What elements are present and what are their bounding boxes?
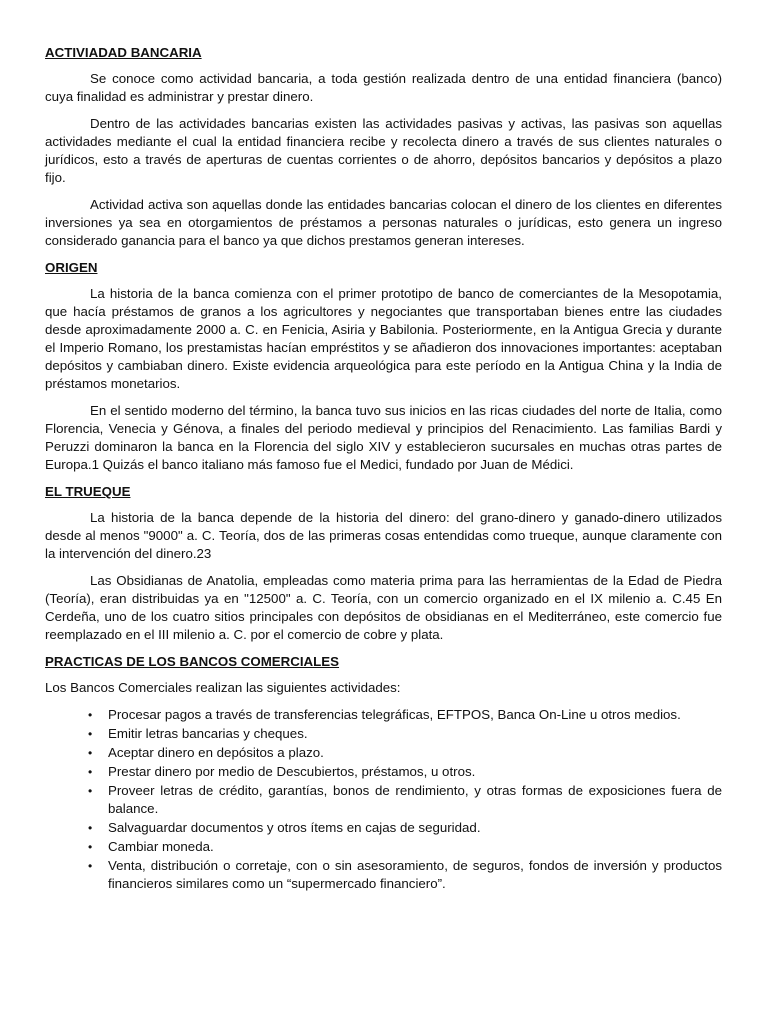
section-heading: ORIGEN [45, 260, 98, 275]
section-origen [45, 259, 722, 474]
paragraph: La historia de la banca depende de la historia del dinero: del grano-dinero y ganado-dinero utilizados desde al menos "9000" a. C. Teoría, dos de las primeras cosas entendidas como trueque, aunque claramente con la intervención del dinero.23 [45, 510, 722, 561]
paragraph: En el sentido moderno del término, la banca tuvo sus inicios en las ricas ciudades del norte de Italia, como Florencia, Venecia y Génova, a finales del periodo medieval y principios del Renacimiento. Las familias Bardi y Peruzzi dominaron la banca en la Florencia del siglo XIV y establecieron sucursales en muchas otras partes de Europa.1 Quizás el banco italiano más famoso fue el Medici, fundado por Juan de Médici. [45, 403, 722, 472]
list-item-text: Cambiar moneda. [108, 839, 214, 854]
section-practicas [45, 653, 722, 893]
section-heading: EL TRUEQUE [45, 484, 131, 499]
paragraph: Actividad activa son aquellas donde las entidades bancarias colocan el dinero de los clientes en diferentes inversiones ya sea en otorgamientos de préstamos a personas naturales o jurídicas, esto genera un ingreso considerado ganancia para el banco ya que dichos prestamos generan intereses. [45, 197, 722, 248]
list-item-text: Salvaguardar documentos y otros ítems en cajas de seguridad. [108, 820, 481, 835]
bullet-icon [88, 763, 98, 781]
bullet-icon [88, 838, 98, 856]
list-item-text: Prestar dinero por medio de Descubiertos, préstamos, u otros. [108, 764, 476, 779]
list-item-text: Proveer letras de crédito, garantías, bonos de rendimiento, y otras formas de exposiciones fuera de balance. [108, 783, 722, 816]
list-item [88, 725, 722, 743]
bullet-icon [88, 725, 98, 743]
list-item [88, 706, 722, 724]
section-heading: PRACTICAS DE LOS BANCOS COMERCIALES [45, 654, 340, 669]
section-actividad-bancaria [45, 44, 722, 250]
paragraph: La historia de la banca comienza con el primer prototipo de banco de comerciantes de la Mesopotamia, que hacía préstamos de granos a los agricultores y negociantes que transportaban bienes entre las ciudades desde aproximadamente 2000 a. C. en Fenicia, Asiria y Babilonia. Posteriormente, en la Antigua Grecia y durante el Imperio Romano, los prestamistas hacían empréstitos y se añadieron dos innovaciones importantes: aceptaban depósitos y cambiaban dinero. Existe evidencia arqueológica para este período en la Antigua China y la India de préstamos monetarios. [45, 286, 722, 391]
bullet-icon [88, 782, 98, 800]
list-item-text: Procesar pagos a través de transferencias telegráficas, EFTPOS, Banca On-Line u otros medios. [108, 707, 681, 722]
list-item [88, 819, 722, 837]
section-el-trueque [45, 483, 722, 644]
section-heading: ACTIVIADAD BANCARIA [45, 45, 202, 60]
list-item [88, 744, 722, 762]
list-item-text: Aceptar dinero en depósitos a plazo. [108, 745, 324, 760]
list-item [88, 838, 722, 856]
bullet-icon [88, 819, 98, 837]
list-item [88, 763, 722, 781]
paragraph: Las Obsidianas de Anatolia, empleadas como materia prima para las herramientas de la Edad de Piedra (Teoría), eran distribuidas ya en "12500" a. C. Teoría, con un comercio organizado en el IX milenio a. C.45 En Cerdeña, uno de los cuatro sitios principales con depósitos de obsidianas en el Mediterráneo, este comercio fue reemplazado en el III milenio a. C. por el comercio de cobre y plata. [45, 573, 722, 642]
list-intro: Los Bancos Comerciales realizan las siguientes actividades: [45, 680, 401, 695]
list-item-text: Emitir letras bancarias y cheques. [108, 726, 308, 741]
bullet-icon [88, 706, 98, 724]
list-item [88, 857, 722, 893]
list-item-text: Venta, distribución o corretaje, con o sin asesoramiento, de seguros, fondos de inversión y productos financieros similares como un “supermercado financiero”. [108, 858, 722, 891]
paragraph: Dentro de las actividades bancarias existen las actividades pasivas y activas, las pasivas son aquellas actividades mediante el cual la entidad financiera recibe y recolecta dinero a través de sus clientes naturales o jurídicos, esto a través de aperturas de cuentas corrientes o de ahorro, depósitos bancarios y depósitos a plazo fijo. [45, 116, 722, 185]
paragraph: Se conoce como actividad bancaria, a toda gestión realizada dentro de una entidad financiera (banco) cuya finalidad es administrar y prestar dinero. [45, 71, 722, 104]
bullet-icon [88, 744, 98, 762]
list-item [88, 782, 722, 818]
bullet-icon [88, 857, 98, 875]
activities-list [45, 706, 722, 893]
